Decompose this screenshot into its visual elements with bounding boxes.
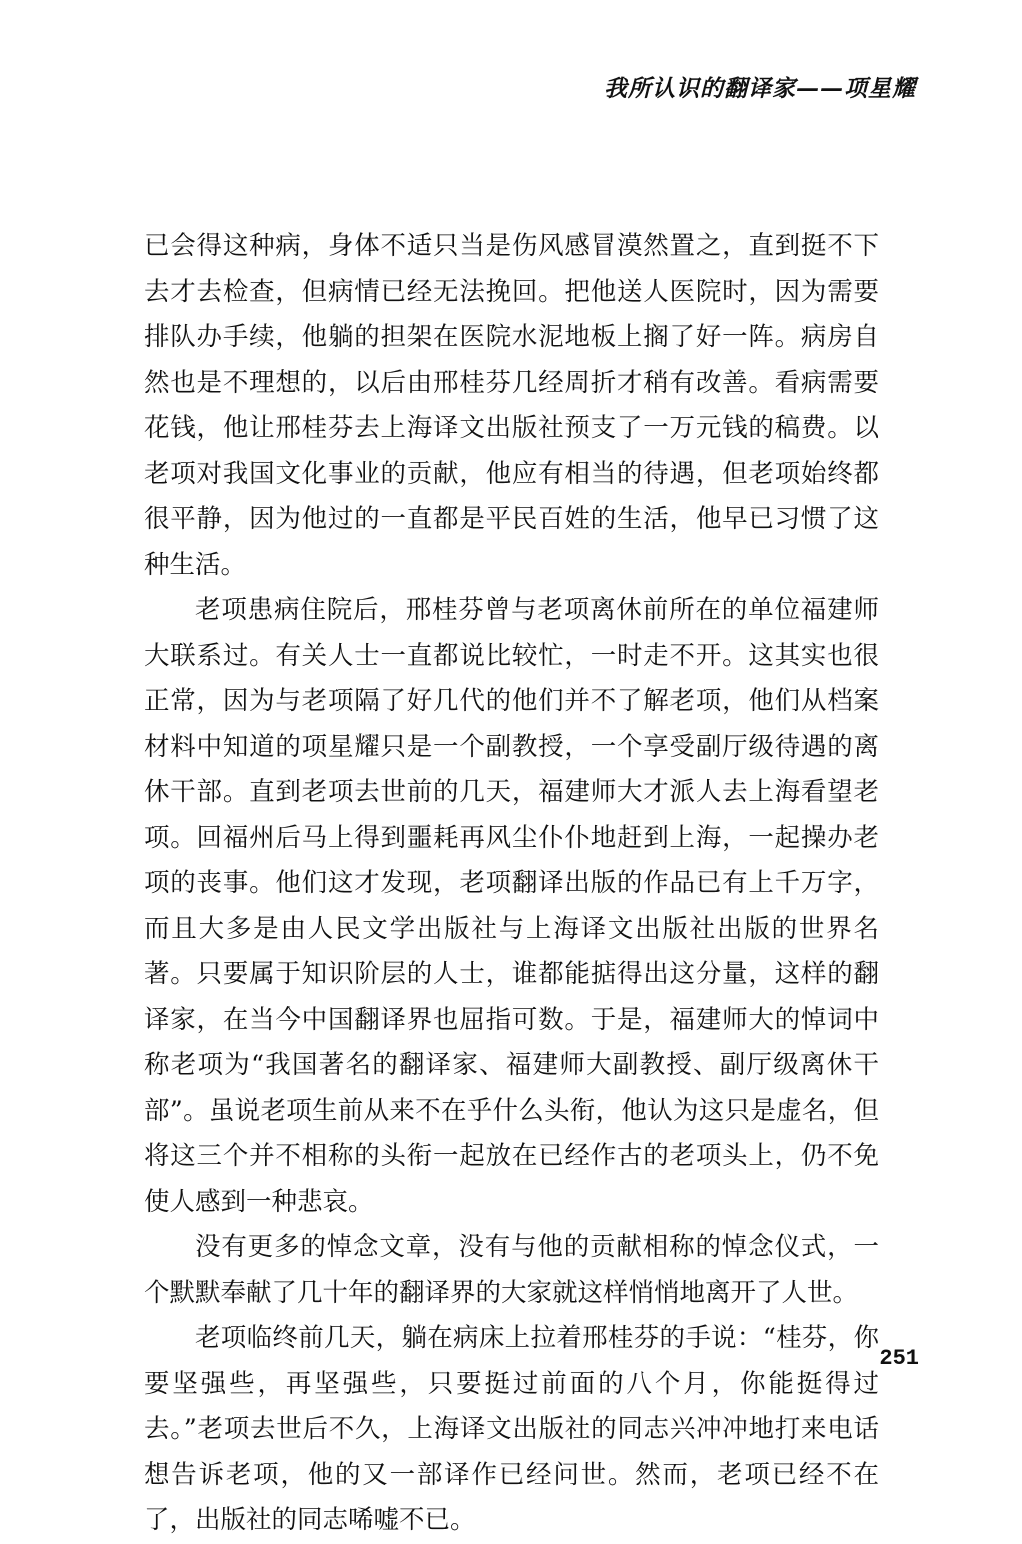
paragraph-2: 老项患病住院后，邢桂芬曾与老项离休前所在的单位福建师大联系过。有关人士一直都说比较忙，一时走不开。这其实也很正常，因为与老项隔了好几代的他们并不了解老项，他们从档案材料中知道的项星耀只是一个副教授，一个享受副厅级待遇的离休干部。直到老项去世前的几天，福建师大才派人去上海看望老项。回福州后马上得到噩耗再风尘仆仆地赶到上海，一起操办老项的丧事。他们这才发现，老项翻译出版的作品已有上千万字，而且大多是由人民文学出版社与上海译文出版社出版的世界名著。只要属于知识阶层的人士，谁都能掂得出这分量，这样的翻译家，在当今中国翻译界也屈指可数。于是，福建师大的悼词中称老项为“我国著名的翻译家、福建师大副教授、副厅级离休干部”。虽说老项生前从来不在乎什么头衔，他认为这只是虚名，但将这三个并不相称的头衔一起放在已经作古的老项头上，仍不免使人感到一种悲哀。 (144, 595, 879, 1217)
page-number: 251 (879, 1346, 919, 1371)
paragraph-4: 老项临终前几天，躺在病床上拉着邢桂芬的手说：“桂芬，你要坚强些，再坚强些，只要挺过前面的八个月，你能挺得过去。”老项去世后不久，上海译文出版社的同志兴冲冲地打来电话想告诉老项，他的又一部译作已经问世。然而，老项已经不在了，出版社的同志唏嘘不已。 (144, 1323, 879, 1535)
paragraph-1: 已会得这种病，身体不适只当是伤风感冒漠然置之，直到挺不下去才去检查，但病情已经无法挽回。把他送人医院时，因为需要排队办手续，他躺的担架在医院水泥地板上搁了好一阵。病房自然也是不理想的，以后由邢桂芬几经周折才稍有改善。看病需要花钱，他让邢桂芬去上海译文出版社预支了一万元钱的稿费。以老项对我国文化事业的贡献，他应有相当的待遇，但老项始终都很平静，因为他过的一直都是平民百姓的生活，他早已习惯了这种生活。 (144, 231, 879, 580)
running-header: 我所认识的翻译家——项星耀 (604, 75, 916, 102)
body-text (144, 224, 879, 1544)
paragraph-3: 没有更多的悼念文章，没有与他的贡献相称的悼念仪式，一个默默奉献了几十年的翻译界的大家就这样悄悄地离开了人世。 (144, 1232, 879, 1308)
